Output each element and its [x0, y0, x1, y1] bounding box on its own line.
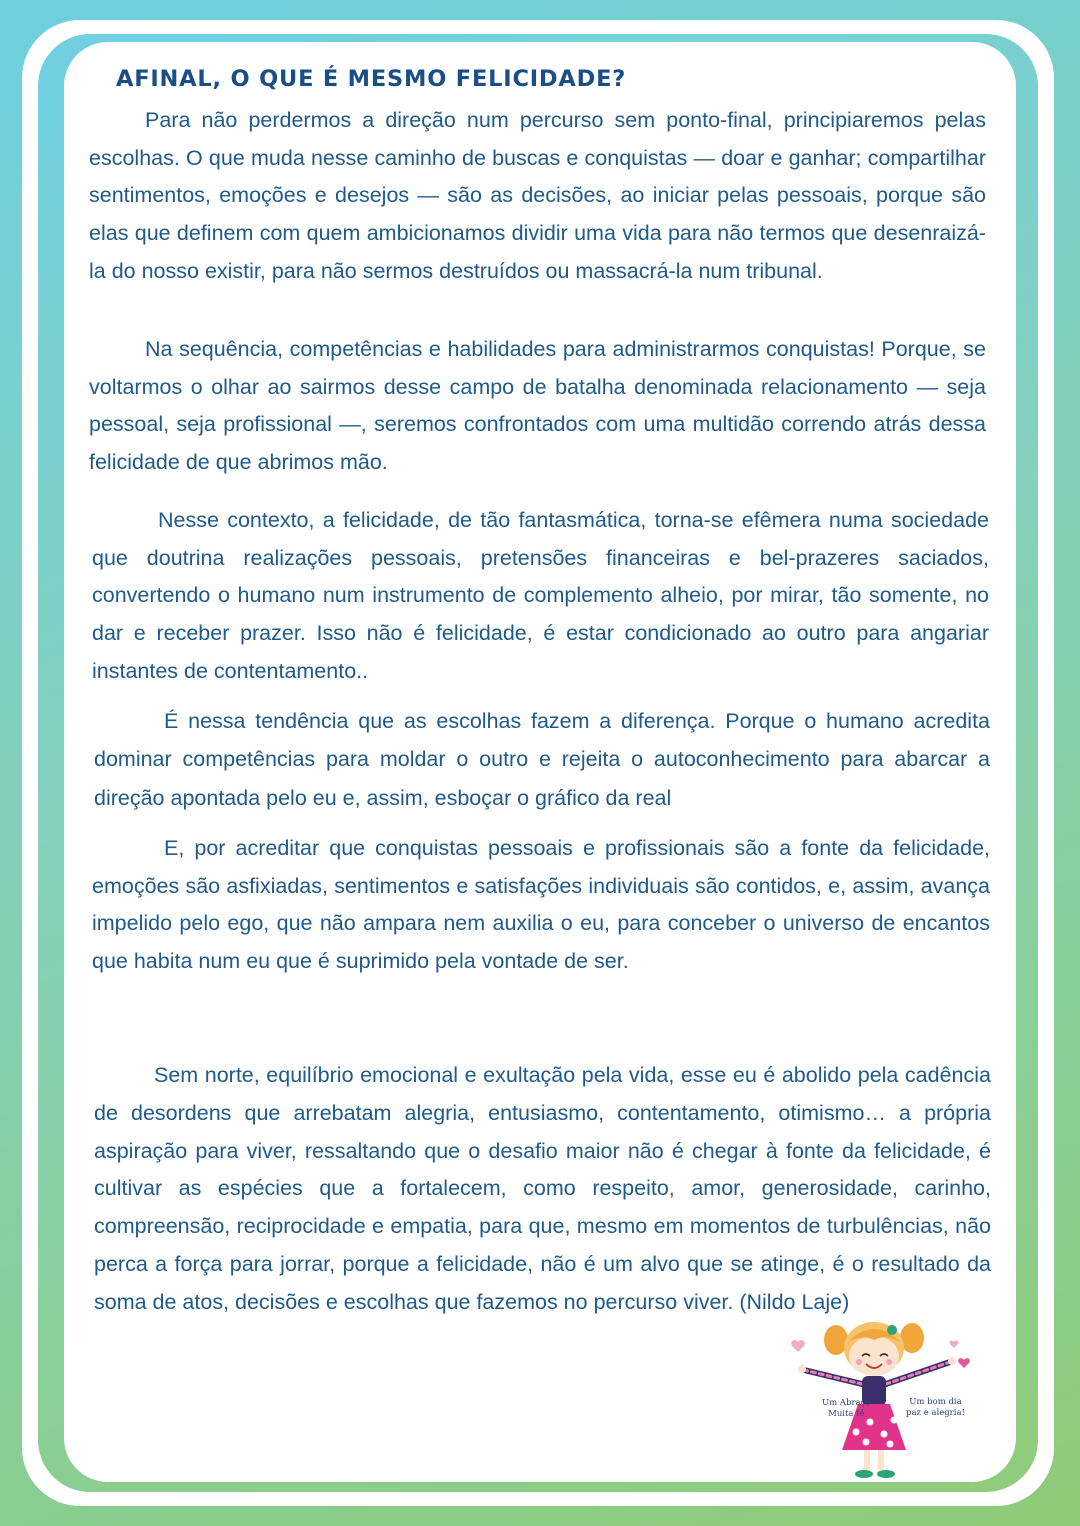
paragraph-3: Nesse contexto, a felicidade, de tão fantasmática, torna-se efêmera numa sociedade que doutrina realizações pessoais, pretensões financeiras e bel-prazeres saciados, convertendo o humano num instrumento de complemento alheio, por mirar, tão somente, no dar e receber prazer. Isso não é felicidade, é estar condicionado ao outro para angariar instantes de contentamento.. — [92, 508, 989, 683]
illustration-label-right — [906, 1397, 965, 1419]
illustration-label-left — [822, 1398, 871, 1420]
paragraph-1: Para não perdermos a direção num percurso sem ponto-final, principiaremos pelas escolhas. O que muda nesse caminho de buscas e conquistas — doar e ganhar; compartilhar sentimentos, emoções e desejos — são as decisões, ao iniciar pelas pessoais, porque são elas que definem com quem ambicionamos dividir uma vida para não termos que desenraizá-la do nosso existir, para não sermos destruídos ou massacrá-la num tribunal. — [89, 108, 986, 283]
illustration-label-right-line-2: paz e alegria! — [906, 1408, 965, 1418]
illustration-label-right-line-1: Um bom dia — [909, 1397, 962, 1407]
illustration-label-left-line-2: Muita fé — [828, 1409, 865, 1419]
document-title: AFINAL, O QUE É MESMO FELICIDADE? — [116, 66, 627, 92]
paragraph-6: Sem norte, equilíbrio emocional e exultação pela vida, esse eu é abolido pela cadência de desordens que arrebatam alegria, entusiasmo, contentamento, otimismo… a própria aspiração para viver, ressaltando que o desafio maior não é chegar à fonte da felicidade, é cultivar as espécies que a fortalecem, como respeito, amor, generosidade, carinho, compreensão, reciprocidade e empatia, para que, mesmo em momentos de turbulências, não perca a força para jorrar, porque a felicidade, não é um alvo que se atinge, é o resultado da soma de atos, decisões e escolhas que fazemos no percurso viver. (Nildo Laje) — [94, 1063, 991, 1314]
paragraph-2: Na sequência, competências e habilidades para administrarmos conquistas! Porque, se voltarmos o olhar ao sairmos desse campo de batalha denominada relacionamento — seja pessoal, seja profissional —, seremos confrontados com uma multidão correndo atrás dessa felicidade de que abrimos mão. — [89, 337, 986, 475]
paragraph-4: É nessa tendência que as escolhas fazem a diferença. Porque o humano acredita dominar competências para moldar o outro e rejeita o autoconhecimento para abarcar a direção apontada pelo eu e, assim, esboçar o gráfico da real — [94, 709, 990, 810]
paragraph-5: E, por acreditar que conquistas pessoais e profissionais são a fonte da felicidade, emoções são asfixiadas, sentimentos e satisfações individuais são contidos, e, assim, avança impelido pelo ego, que não ampara nem auxilia o eu, para conceber o universo de encantos que habita num eu que é suprimido pela vontade de ser. — [92, 836, 990, 974]
illustration-label-left-line-1: Um Abraço — [822, 1398, 871, 1408]
